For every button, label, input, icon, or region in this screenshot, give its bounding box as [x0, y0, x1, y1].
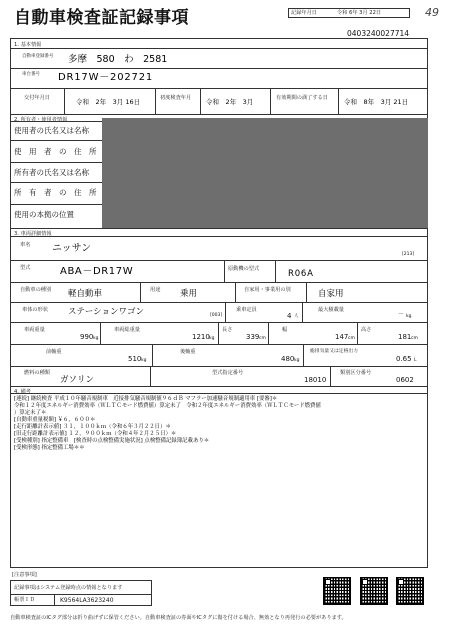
- use-label: 用途: [150, 287, 161, 293]
- model-label: 型式: [20, 265, 31, 271]
- load-unit: kg: [406, 314, 412, 319]
- document-title: 自動車検査証記録事項: [14, 8, 189, 28]
- model-value: ABA－DR17W: [60, 266, 134, 277]
- maker-label: 車名: [20, 242, 31, 248]
- category-value: 0602: [396, 376, 414, 384]
- front-axle-label: 前軸重: [46, 349, 62, 355]
- section1-heading: 1. 基本情報: [14, 42, 42, 48]
- weight-label: 車両重量: [24, 327, 45, 333]
- qr-code-1: [323, 577, 351, 605]
- gross-label: 車両総重量: [114, 327, 140, 333]
- capacity-label: 乗車定員: [236, 307, 257, 313]
- owner-address-label: 所 有 者 の 住 所: [14, 188, 97, 197]
- document-number: 0403240027714: [347, 29, 410, 38]
- gross-value: 1210: [192, 333, 210, 341]
- capacity-unit: 人: [294, 314, 299, 319]
- qr-code-3: [396, 577, 424, 605]
- weight-value: 990: [80, 333, 94, 341]
- weight-unit: kg: [93, 336, 99, 341]
- type-label: 自動車の種別: [20, 287, 52, 293]
- width-value: 147: [335, 333, 349, 341]
- remarks-line-6: [旧走行距離計表示値] １２，９００ｋｍ（令和４年２月２５日）＊: [14, 431, 177, 437]
- issue-date-value: 令和 2年 3月 16日: [76, 98, 141, 106]
- record-date-box: [288, 8, 410, 18]
- remarks-line-7: [受検種別] 指定整備車 [検査時の点検整備実施状況] 点検整備記録簿記載あり＊: [14, 438, 210, 444]
- width-unit: cm: [348, 336, 355, 341]
- owner-name-label: 所有者の氏名又は名称: [14, 168, 89, 177]
- type-value: 軽自動車: [68, 289, 103, 299]
- chassis-value: DR17W－202721: [58, 72, 154, 83]
- remarks-line-4: [自動車重量税額] ￥６，６００＊: [14, 417, 96, 423]
- height-value: 181: [398, 333, 412, 341]
- rear-axle-unit: kg: [294, 358, 300, 363]
- issue-date-label: 交付年月日: [24, 95, 50, 101]
- use-value: 乗用: [180, 289, 198, 299]
- notes-heading: [注意事項]: [12, 572, 37, 578]
- ref-label: 帳票ＩＤ: [14, 597, 35, 603]
- height-label: 高さ: [361, 327, 372, 333]
- front-axle-value: 510: [128, 355, 142, 363]
- length-unit: cm: [259, 336, 266, 341]
- length-value: 339: [246, 333, 260, 341]
- rear-axle-label: 後軸重: [180, 349, 196, 355]
- record-date-value: 令和 6年 3月 22日: [337, 10, 382, 16]
- height-unit: cm: [411, 336, 418, 341]
- remarks-line-2: 令和１２年度エネルギー消費効率（ＷＬＴＣモード燃費値）算定未了 令和２年度エネルギー消費効率（ＷＬＴＣモード燃費値: [14, 403, 321, 409]
- displacement-unit: L: [414, 358, 417, 363]
- remarks-line-1: [連続] 継続検査 平成１０年騒音規制車 近接排気騒音規制値９６ｄＢ マフラー加速騒音規制適用車 [要審]＊: [14, 396, 278, 402]
- qr-code-2: [360, 577, 388, 605]
- redacted-personal-info: [102, 118, 428, 228]
- load-value: －: [398, 311, 405, 318]
- expiry-value: 令和 8年 3月 21日: [344, 98, 409, 106]
- base-location-label: 使用の本拠の位置: [14, 210, 74, 219]
- ref-value: K9564LA3623240: [60, 597, 114, 604]
- chassis-label: 車台番号: [22, 72, 40, 77]
- first-reg-value: 令和 2年 3月: [206, 98, 254, 106]
- fuel-label: 燃料の種類: [24, 370, 50, 376]
- handwritten-page-number: 49: [425, 6, 439, 19]
- remarks-line-5: [走行距離計表示値] ３１，１００ｋｍ（令和６年３月２２日）＊: [14, 424, 171, 430]
- footer-text: 自動車検査証のICタグ部分は折り曲げずに保管ください。自動車検査証の券面やICタグに傷を付ける場合、無効となり再発行の必要があります。: [10, 615, 347, 621]
- section4-heading: 4. 備考: [14, 389, 31, 395]
- displacement-label: 総排気量又は定格出力: [310, 349, 358, 354]
- engine-label: 原動機の型式: [228, 266, 260, 272]
- gross-unit: kg: [209, 336, 215, 341]
- remarks-line-8: [受検形態] 指定整備工場＊＊: [14, 445, 85, 451]
- biz-value: 自家用: [318, 289, 344, 299]
- reg-number-value: 多摩 580 わ 2581: [68, 54, 168, 65]
- first-reg-label: 初度検査年月: [160, 95, 192, 101]
- body-label: 車体の形状: [22, 307, 48, 313]
- body-value: ステーションワゴン: [68, 307, 144, 317]
- notes-text: 記録事項はシステム登録時点の情報となります: [14, 585, 123, 591]
- remarks-line-3: ）算定未了＊: [14, 410, 47, 416]
- designation-label: 型式指定番号: [212, 370, 244, 376]
- record-date-label: 記録年月日: [291, 10, 317, 16]
- capacity-value: 4: [287, 312, 292, 320]
- section3-heading: 3. 車両詳細情報: [14, 231, 52, 237]
- expiry-label: 有効期間の満了する日: [276, 95, 328, 101]
- engine-value: R06A: [288, 269, 314, 279]
- body-code: [003]: [210, 313, 223, 318]
- designation-value: 18010: [304, 376, 327, 384]
- category-label: 類別区分番号: [340, 370, 372, 376]
- section2-heading: 2. 所有者・使用者情報: [14, 117, 68, 123]
- biz-label: 自家用・事業用の別: [244, 287, 291, 293]
- user-address-label: 使 用 者 の 住 所: [14, 147, 97, 156]
- length-label: 長さ: [222, 327, 233, 333]
- displacement-value: 0.65: [396, 355, 412, 363]
- width-label: 幅: [282, 327, 288, 333]
- user-name-label: 使用者の氏名又は名称: [14, 126, 89, 135]
- fuel-value: ガソリン: [60, 375, 95, 385]
- rear-axle-value: 480: [281, 355, 295, 363]
- maker-value: ニッサン: [52, 243, 92, 254]
- front-axle-unit: kg: [141, 358, 147, 363]
- reg-number-label: 自動車登録番号: [22, 54, 54, 59]
- maker-code: [213]: [402, 252, 415, 257]
- load-label: 最大積載量: [318, 307, 344, 313]
